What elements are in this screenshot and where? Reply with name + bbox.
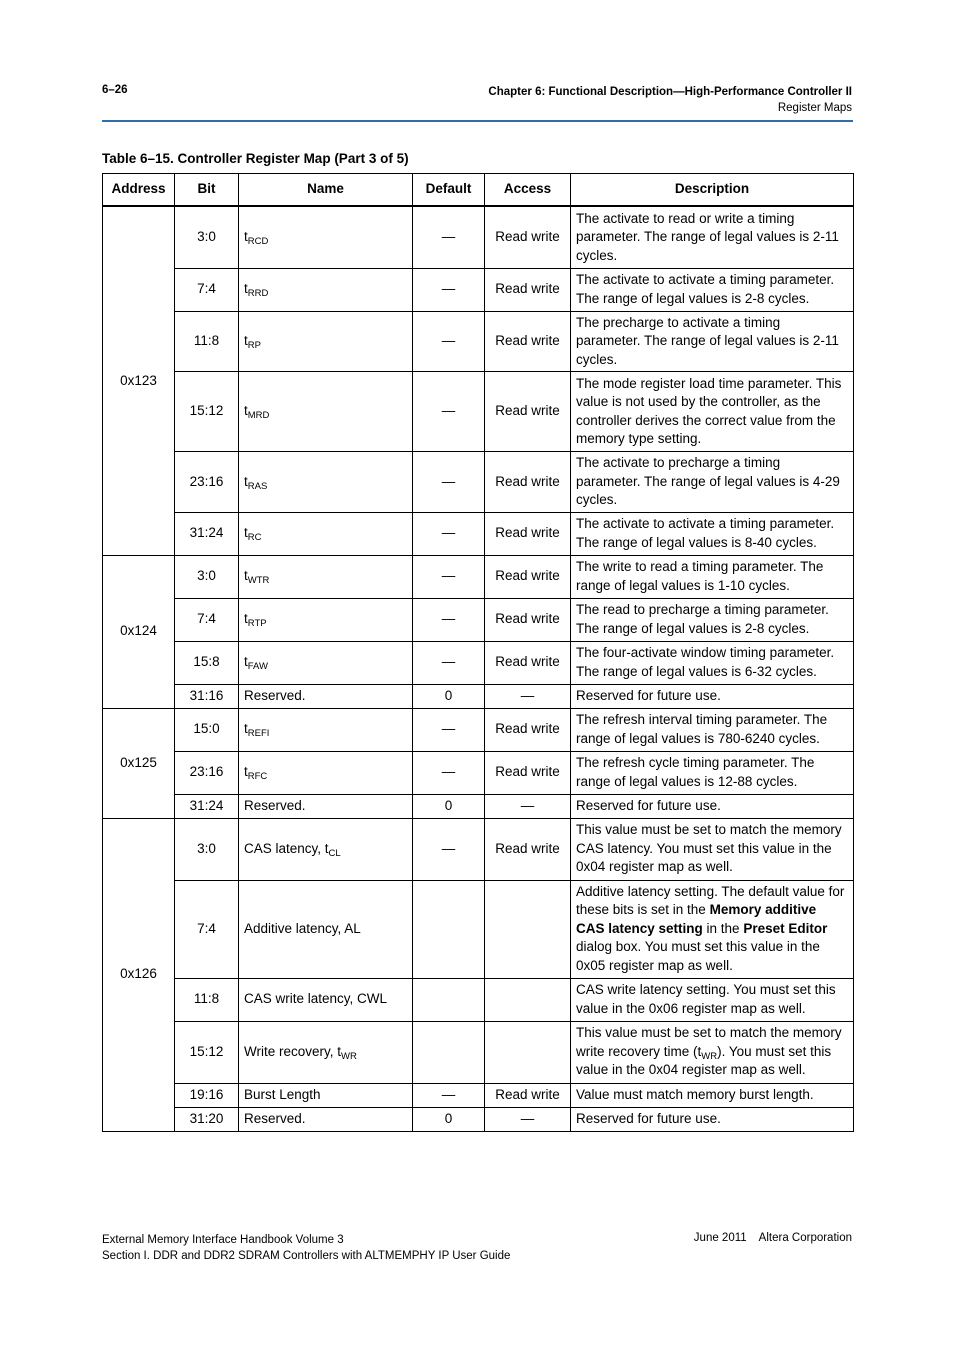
- name-cell: Additive latency, AL: [239, 880, 413, 978]
- default-cell: 0: [413, 684, 485, 708]
- running-header: [488, 84, 852, 116]
- header-rule: [102, 120, 853, 122]
- access-cell: —: [485, 794, 571, 818]
- table-row: [103, 452, 854, 513]
- table-row: [103, 794, 854, 818]
- description-cell: CAS write latency setting. You must set this value in the 0x06 register map as well.: [571, 978, 854, 1021]
- table-caption: Table 6–15. Controller Register Map (Part 3 of 5): [102, 151, 409, 166]
- access-cell: [485, 978, 571, 1021]
- name-cell: $t_{MRD}$: [239, 372, 413, 452]
- default-cell: —: [413, 206, 485, 268]
- table-row: [103, 1083, 854, 1107]
- description-cell: The mode register load time parameter. This value is not used by the controller, as the controller derives the correct value from the memory type setting.: [571, 372, 854, 452]
- table-row: [103, 751, 854, 794]
- table-row: [103, 880, 854, 978]
- default-cell: —: [413, 708, 485, 751]
- name-cell: Reserved.: [239, 1107, 413, 1131]
- default-cell: —: [413, 372, 485, 452]
- bit-cell: 31:24: [175, 794, 239, 818]
- table-row: [103, 555, 854, 598]
- access-cell: [485, 1021, 571, 1083]
- name-cell: $t_{RAS}$: [239, 452, 413, 513]
- default-cell: —: [413, 598, 485, 641]
- bit-cell: 7:4: [175, 880, 239, 978]
- table-row: [103, 598, 854, 641]
- table-row: [103, 206, 854, 268]
- col-header-access: Access: [485, 174, 571, 207]
- access-cell: Read write: [485, 641, 571, 684]
- footer-right: [694, 1232, 852, 1244]
- bit-cell: 23:16: [175, 751, 239, 794]
- table-row: [103, 818, 854, 880]
- bit-cell: 15:12: [175, 372, 239, 452]
- description-cell: The activate to activate a timing parameter. The range of legal values is 8-40 cycles.: [571, 512, 854, 555]
- address-cell: 0x123: [103, 206, 175, 555]
- description-cell: The activate to read or write a timing parameter. The range of legal values is 2-11 cycles.: [571, 206, 854, 268]
- access-cell: Read write: [485, 708, 571, 751]
- name-cell: Burst Length: [239, 1083, 413, 1107]
- name-cell: CAS write latency, CWL: [239, 978, 413, 1021]
- bit-cell: 11:8: [175, 978, 239, 1021]
- description-cell: The refresh cycle timing parameter. The range of legal values is 12-88 cycles.: [571, 751, 854, 794]
- default-cell: —: [413, 268, 485, 311]
- access-cell: Read write: [485, 311, 571, 372]
- bold-term: Preset Editor: [743, 920, 828, 936]
- access-cell: Read write: [485, 372, 571, 452]
- name-cell: $t_{WTR}$: [239, 555, 413, 598]
- description-cell: Value must match memory burst length.: [571, 1083, 854, 1107]
- bit-cell: 15:8: [175, 641, 239, 684]
- description-cell: This value must be set to match the memory write recovery time $(t_{WR})$. You must set this value in the 0x04 register map as well.: [571, 1021, 854, 1083]
- description-cell: The write to read a timing parameter. The range of legal values is 1-10 cycles.: [571, 555, 854, 598]
- description-cell: Reserved for future use.: [571, 794, 854, 818]
- name-cell: Reserved.: [239, 794, 413, 818]
- bit-cell: 11:8: [175, 311, 239, 372]
- col-header-bit: Bit: [175, 174, 239, 207]
- table-row: [103, 708, 854, 751]
- page-number: 6–26: [102, 84, 128, 96]
- table-header-row: [103, 174, 854, 207]
- table-row: [103, 372, 854, 452]
- name-cell: $t_{RCD}$: [239, 206, 413, 268]
- description-cell: The precharge to activate a timing parameter. The range of legal values is 2-11 cycles.: [571, 311, 854, 372]
- name-cell: $t_{FAW}$: [239, 641, 413, 684]
- description-cell: The activate to activate a timing parameter. The range of legal values is 2-8 cycles.: [571, 268, 854, 311]
- access-cell: Read write: [485, 1083, 571, 1107]
- default-cell: —: [413, 1083, 485, 1107]
- default-cell: —: [413, 555, 485, 598]
- name-cell: Reserved.: [239, 684, 413, 708]
- description-cell: Additive latency setting. The default value for these bits is set in the Memory additive CAS latency setting in the Preset Editor dialog box. You must set this value in the 0x05 register map as well.: [571, 880, 854, 978]
- name-cell: $t_{RTP}$: [239, 598, 413, 641]
- description-cell: The refresh interval timing parameter. The range of legal values is 780-6240 cycles.: [571, 708, 854, 751]
- default-cell: —: [413, 818, 485, 880]
- register-map-table: [102, 173, 854, 1132]
- footer-company: Altera Corporation: [758, 1232, 852, 1244]
- col-header-name: Name: [239, 174, 413, 207]
- bit-cell: 19:16: [175, 1083, 239, 1107]
- default-cell: 0: [413, 794, 485, 818]
- description-cell: This value must be set to match the memory CAS latency. You must set this value in the 0x04 register map as well.: [571, 818, 854, 880]
- description-cell: The read to precharge a timing parameter. The range of legal values is 2-8 cycles.: [571, 598, 854, 641]
- table-row: [103, 512, 854, 555]
- bit-cell: 3:0: [175, 818, 239, 880]
- access-cell: Read write: [485, 452, 571, 513]
- access-cell: Read write: [485, 818, 571, 880]
- bit-cell: 23:16: [175, 452, 239, 513]
- default-cell: —: [413, 311, 485, 372]
- description-cell: Reserved for future use.: [571, 1107, 854, 1131]
- table-row: [103, 311, 854, 372]
- default-cell: [413, 978, 485, 1021]
- access-cell: —: [485, 684, 571, 708]
- col-header-default: Default: [413, 174, 485, 207]
- description-cell: Reserved for future use.: [571, 684, 854, 708]
- access-cell: Read write: [485, 512, 571, 555]
- footer-section-title: Section I. DDR and DDR2 SDRAM Controllers with ALTMEMPHY IP User Guide: [102, 1250, 511, 1262]
- bit-cell: 15:12: [175, 1021, 239, 1083]
- table-row: [103, 1021, 854, 1083]
- default-cell: —: [413, 452, 485, 513]
- name-cell: $t_{RFC}$: [239, 751, 413, 794]
- table-row: [103, 978, 854, 1021]
- bit-cell: 3:0: [175, 206, 239, 268]
- name-cell: $t_{RC}$: [239, 512, 413, 555]
- name-cell: $t_{REFI}$: [239, 708, 413, 751]
- access-cell: [485, 880, 571, 978]
- default-cell: [413, 1021, 485, 1083]
- name-cell: $t_{RP}$: [239, 311, 413, 372]
- description-cell: The four-activate window timing parameter. The range of legal values is 6-32 cycles.: [571, 641, 854, 684]
- col-header-address: Address: [103, 174, 175, 207]
- default-cell: [413, 880, 485, 978]
- address-cell: 0x125: [103, 708, 175, 818]
- name-cell: CAS latency, $t_{CL}$: [239, 818, 413, 880]
- table-row: [103, 684, 854, 708]
- table-row: [103, 1107, 854, 1131]
- default-cell: —: [413, 751, 485, 794]
- access-cell: Read write: [485, 598, 571, 641]
- name-cell: $t_{RRD}$: [239, 268, 413, 311]
- bit-cell: 7:4: [175, 598, 239, 641]
- table-row: [103, 268, 854, 311]
- access-cell: —: [485, 1107, 571, 1131]
- default-cell: 0: [413, 1107, 485, 1131]
- chapter-title: Chapter 6: Functional Description—High-Performance Controller II: [488, 86, 852, 98]
- access-cell: Read write: [485, 555, 571, 598]
- access-cell: Read write: [485, 206, 571, 268]
- bit-cell: 31:20: [175, 1107, 239, 1131]
- default-cell: —: [413, 512, 485, 555]
- bit-cell: 7:4: [175, 268, 239, 311]
- access-cell: Read write: [485, 751, 571, 794]
- bit-cell: 31:24: [175, 512, 239, 555]
- table-row: [103, 641, 854, 684]
- description-cell: The activate to precharge a timing parameter. The range of legal values is 4-29 cycles.: [571, 452, 854, 513]
- footer-date: June 2011: [693, 1232, 747, 1244]
- bit-cell: 15:0: [175, 708, 239, 751]
- bit-cell: 31:16: [175, 684, 239, 708]
- bold-term: Memory additive CAS latency setting: [576, 902, 817, 936]
- access-cell: Read write: [485, 268, 571, 311]
- address-cell: 0x126: [103, 818, 175, 1131]
- section-title: Register Maps: [777, 102, 852, 114]
- footer-left: [102, 1232, 510, 1264]
- name-cell: Write recovery, $t_{WR}$: [239, 1021, 413, 1083]
- bit-cell: 3:0: [175, 555, 239, 598]
- col-header-description: Description: [571, 174, 854, 207]
- default-cell: —: [413, 641, 485, 684]
- footer-handbook-title: External Memory Interface Handbook Volume 3: [102, 1234, 344, 1246]
- address-cell: 0x124: [103, 555, 175, 708]
